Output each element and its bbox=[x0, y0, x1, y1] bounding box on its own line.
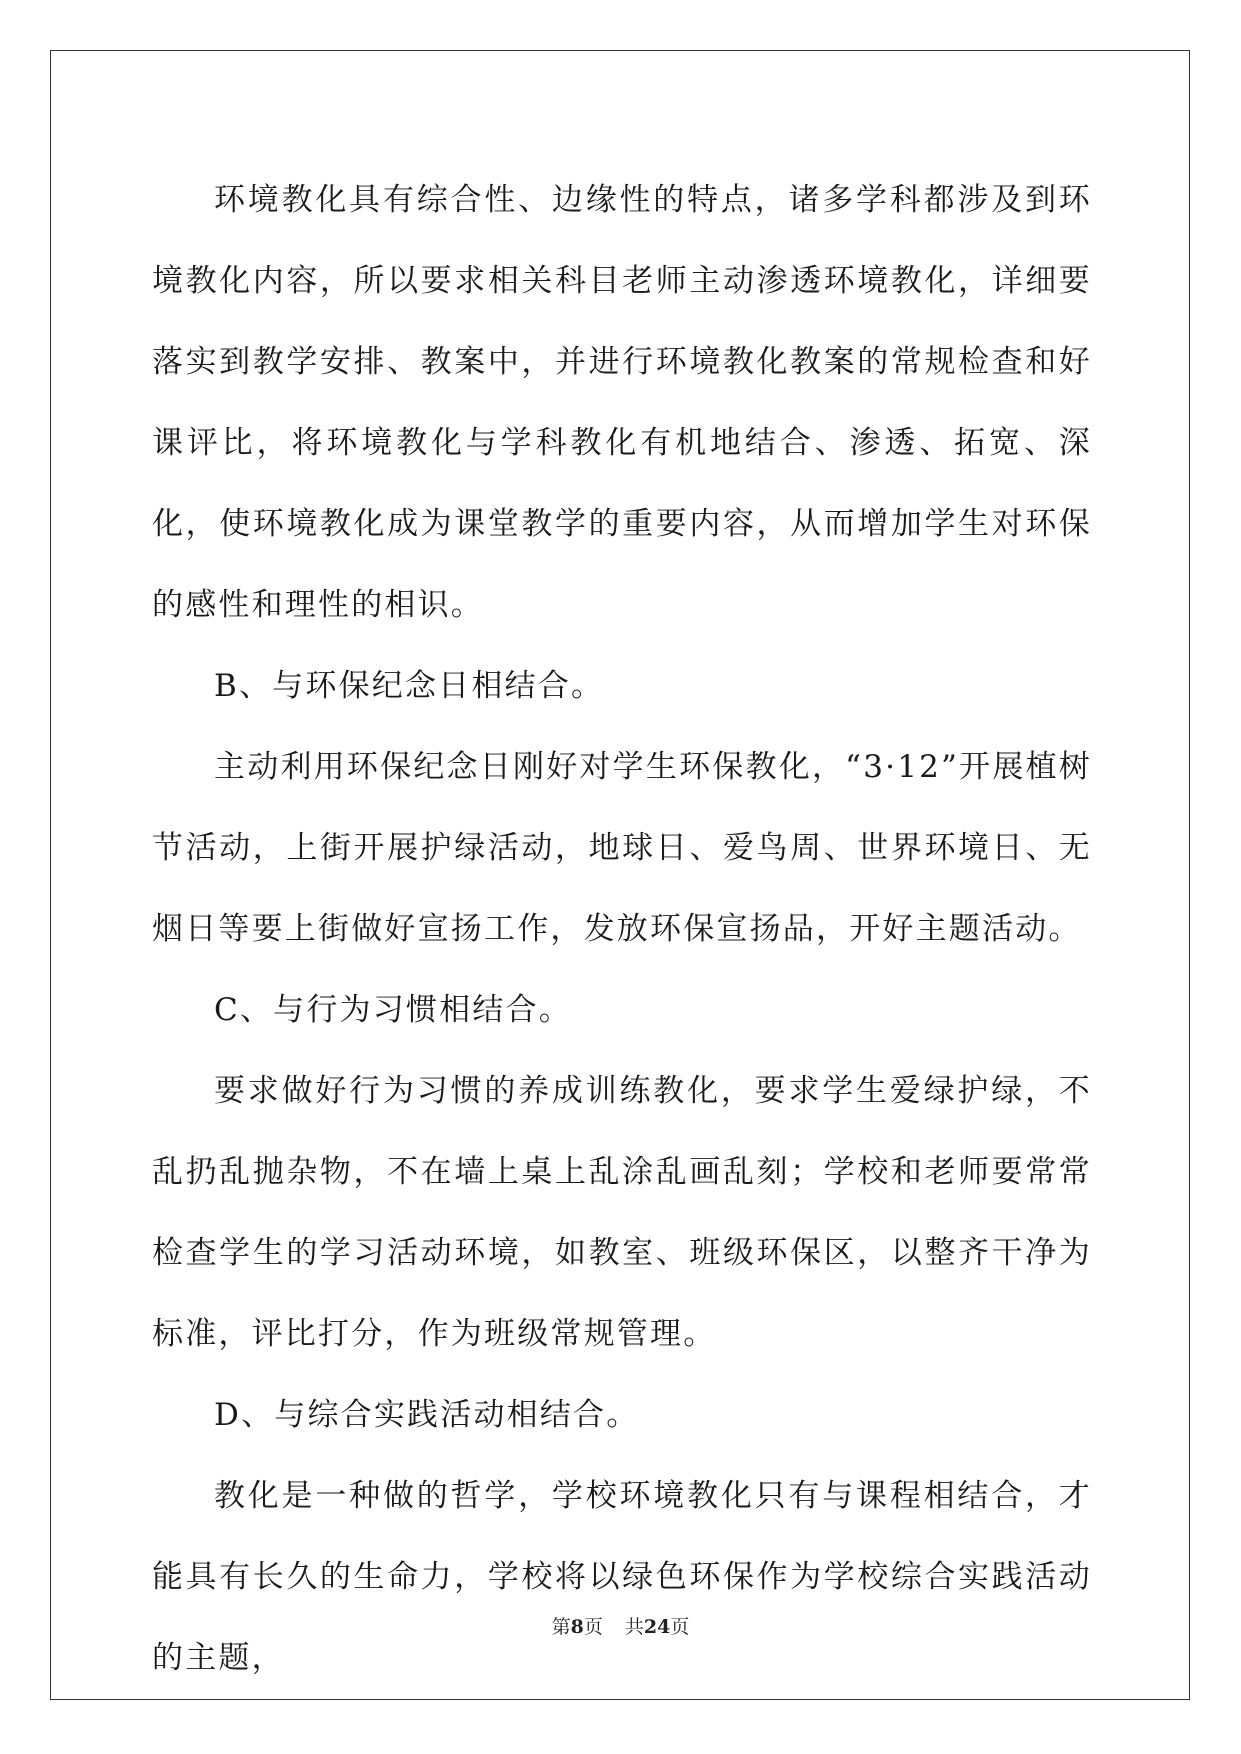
total-pages: 24 bbox=[643, 1616, 671, 1638]
document-body bbox=[152, 160, 1092, 1699]
paragraph-7: 教化是一种做的哲学，学校环境教化只有与课程相结合，才能具有长久的生命力，学校将以绿色环保作为学校综合实践活动的主题， bbox=[152, 1478, 1092, 1676]
page-suffix: 页 bbox=[583, 1616, 603, 1638]
total-prefix: 共 bbox=[624, 1616, 644, 1638]
paragraph-2: B、与环保纪念日相结合。 bbox=[214, 668, 605, 704]
page-number: 8 bbox=[570, 1616, 584, 1638]
paragraph-3: 主动利用环保纪念日刚好对学生环保教化，“3·12”开展植树节活动，上街开展护绿活动，地球日、爱鸟周、世界环境日、无烟日等要上街做好宣扬工作，发放环保宣扬品，开好主题活动。 bbox=[152, 749, 1092, 947]
paragraph-5: 要求做好行为习惯的养成训练教化，要求学生爱绿护绿，不乱扔乱抛杂物，不在墙上桌上乱涂乱画乱刻；学校和老师要常常检查学生的学习活动环境，如教室、班级环保区，以整齐干净为标准，评比打分，作为班级常规管理。 bbox=[152, 1073, 1092, 1352]
paragraph-1: 环境教化具有综合性、边缘性的特点，诸多学科都涉及到环境教化内容，所以要求相关科目老师主动渗透环境教化，详细要落实到教学安排、教案中，并进行环境教化教案的常规检查和好课评比，将环境教化与学科教化有机地结合、渗透、拓宽、深化，使环境教化成为课堂教学的重要内容，从而增加学生对环保的感性和理性的相识。 bbox=[152, 182, 1092, 623]
total-suffix: 页 bbox=[670, 1616, 690, 1638]
paragraph-4: C、与行为习惯相结合。 bbox=[214, 992, 572, 1028]
page-footer bbox=[0, 1612, 1241, 1639]
paragraph-6: D、与综合实践活动相结合。 bbox=[214, 1397, 640, 1433]
page-prefix: 第 bbox=[551, 1616, 571, 1638]
